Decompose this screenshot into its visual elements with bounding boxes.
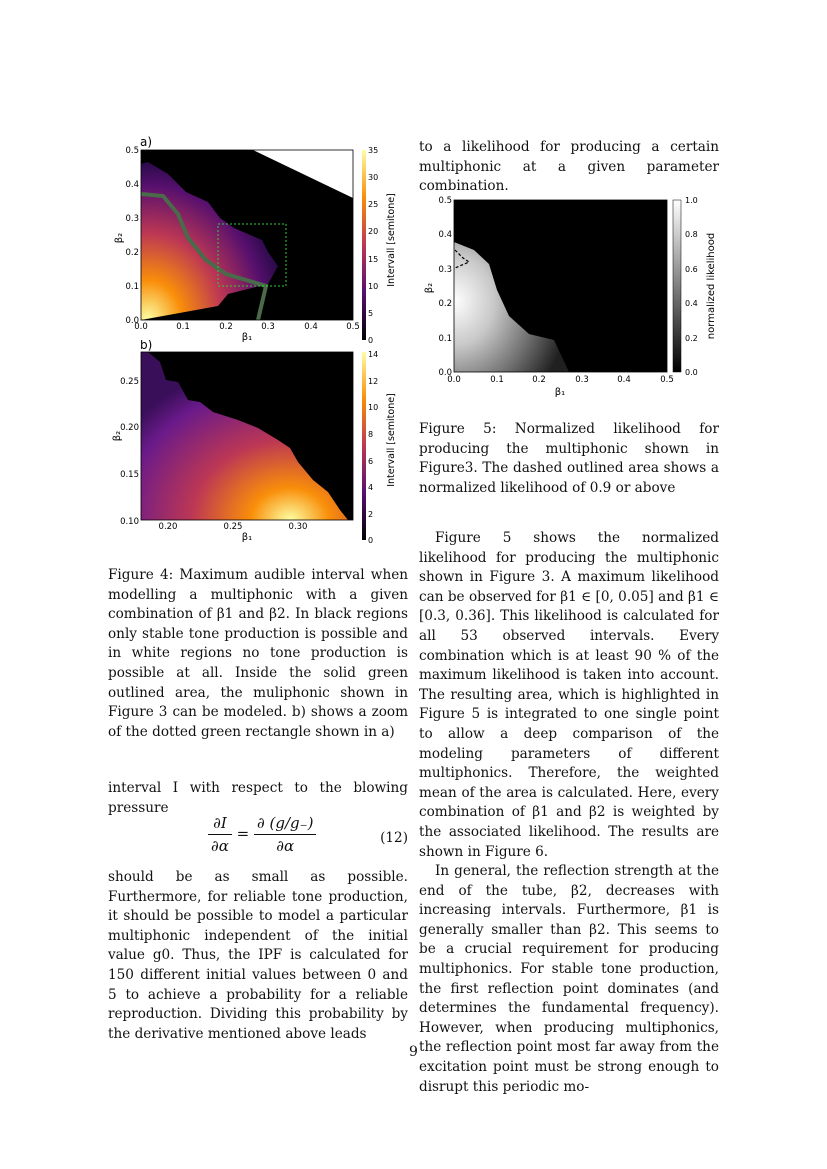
- panel-b-ytick: 0.15: [120, 470, 139, 480]
- panel-a-cbar-label: Intervall [semitone]: [386, 193, 397, 287]
- panel-a-ylabel: β₂: [114, 232, 125, 244]
- panel-b-cbar-label: Intervall [semitone]: [386, 393, 397, 487]
- panel-a-xtick: 0.4: [304, 322, 318, 332]
- panel-b-cbar-tick: 2: [368, 510, 374, 519]
- figure5-plot: [419, 190, 724, 402]
- panel-a-ytick: 0.2: [125, 248, 139, 258]
- panel-a-cbar-tick: 10: [368, 282, 379, 291]
- panel-a-cbar-tick: 25: [368, 200, 379, 209]
- right-column-body: Figure 5 shows the normalized likelihood for producing the multiphonic shown in Figure 3. A maximum likelihood can be observed for β1 ∈ [0, 0.05] and β1 ∈ [0.3, 0.36]. This likelihood is calculated for all 53 observed intervals. Every combination which is at least 90 % of the maximum likelihood is taken into account. The resulting area, which is highlighted in Figure 5 is integrated to one single point to allow a deep comparison of the modeling parameters of different multiphonics. Therefore, the weighted mean of the area is calculated. Here, every combination of β1 and β2 is weighted by the associated likelihood. The results are shown in Figure 6. In general, the reflection strength at the end of the tube, β2, decreases with increasing intervals. Furthermore, β1 is generally smaller than β2. This seems to be a crucial requirement for producing multiphonics. For stable tone production, the first reflection point dominates (and determines the fundamental frequency). However, when producing multiphonics, the reflection point most far away from the excitation point must be strong enough to disrupt this periodic mo-: [419, 530, 719, 1095]
- figure4-panel-b: [108, 340, 408, 545]
- panel-a-cbar-tick: 15: [368, 255, 379, 264]
- fig5-colorbar: [673, 200, 681, 372]
- panel-b-cbar-tick: 10: [368, 403, 379, 412]
- equation-number: (12): [380, 830, 408, 846]
- fig5-ytick: 0.5: [438, 196, 452, 206]
- panel-a-ytick: 0.3: [125, 214, 139, 224]
- fig5-cbar-tick: 0.2: [685, 334, 698, 343]
- panel-b-ytick: 0.20: [120, 423, 139, 433]
- right-column-top: to a likelihood for producing a certain multiphonic at a given parameter combination.: [419, 139, 719, 195]
- panel-a-cbar-tick: 20: [368, 227, 379, 236]
- fig5-cbar-label: normalized likelihood: [706, 232, 717, 340]
- fig5-xtick: 0.3: [575, 375, 589, 385]
- panel-b-xtick: 0.30: [288, 522, 308, 532]
- panel-b-xtick: 0.25: [223, 522, 243, 532]
- figure5-caption: Figure 5: Normalized likelihood for producing the multiphonic shown in Figure3. The dashed outlined area shows a normalized likelihood of 0.9 or above: [419, 421, 719, 496]
- panel-b-ytick: 0.25: [120, 377, 139, 387]
- equation-12: $\frac{\partial I}{\partial\alpha}$ = $\frac{\partial (g/g_-)}{\partial\alpha}$ (12): [108, 812, 408, 864]
- panel-a-ytick: 0.1: [125, 282, 139, 292]
- panel-b-cbar-tick: 14: [368, 350, 379, 359]
- fig5-ytick: 0.3: [438, 265, 452, 275]
- panel-a-ytick: 0.4: [125, 180, 139, 190]
- left-column-text: interval I with respect to the blowing pressure: [108, 780, 408, 816]
- panel-b-xtick: 0.20: [158, 522, 178, 532]
- panel-b-colorbar: [362, 352, 366, 540]
- panel-b-ytick: 0.10: [120, 517, 139, 527]
- panel-b-cbar-tick: 4: [368, 483, 374, 492]
- panel-a-cbar-tick: 5: [368, 309, 374, 318]
- panel-a-xtick: 0.0: [134, 322, 148, 332]
- fig5-xtick: 0.1: [490, 375, 504, 385]
- left-column-text-2: should be as small as possible. Furthermore, for reliable tone production, it should be possible to model a particular multiphonic independent of the initial value g0. Thus, the IPF is calculated for 150 different initial values between 0 and 5 to achieve a probability for a reliable reproduction. Dividing this probability by the derivative mentioned above leads: [108, 869, 408, 1042]
- fig5-ylabel: β₂: [424, 282, 435, 294]
- fig5-cbar-tick: 1.0: [685, 196, 698, 205]
- fig5-xtick: 0.0: [447, 375, 461, 385]
- fig5-ytick: 0.4: [438, 230, 452, 240]
- panel-a-colorbar: [362, 150, 366, 340]
- panel-a-cbar-tick: 30: [368, 173, 379, 182]
- panel-b-cbar-tick: 6: [368, 457, 374, 466]
- panel-b-label: b): [140, 340, 153, 352]
- fig5-cbar-tick: 0.4: [685, 299, 698, 308]
- figure4-caption: Figure 4: Maximum audible interval when modelling a multiphonic with a given combination of β1 and β2. In black regions only stable tone production is possible and in white regions no tone production is possible at all. Inside the solid green outlined area, the muliphonic shown in Figure 3 can be modeled. b) shows a zoom of the dotted green rectangle shown in a): [108, 567, 408, 740]
- fig5-ytick: 0.0: [438, 368, 452, 378]
- page-number: 9: [409, 1044, 418, 1060]
- panel-a-cbar-tick: 35: [368, 146, 379, 155]
- panel-a-xtick: 0.5: [346, 322, 360, 332]
- panel-a-xtick: 0.2: [219, 322, 233, 332]
- fig5-cbar-tick: 0.8: [685, 230, 698, 239]
- panel-a-xlabel: β₁: [241, 332, 253, 343]
- fig5-cbar-tick: 0.0: [685, 368, 698, 377]
- panel-a-cbar-tick: 0: [368, 336, 374, 345]
- panel-b-ylabel: β₂: [112, 430, 123, 442]
- fig5-xtick: 0.4: [617, 375, 631, 385]
- panel-a-xtick: 0.3: [261, 322, 275, 332]
- fig5-xtick: 0.2: [532, 375, 546, 385]
- fig5-xtick: 0.5: [660, 375, 674, 385]
- panel-a-label: a): [140, 135, 153, 149]
- panel-b-cbar-tick: 8: [368, 430, 374, 439]
- panel-b-xlabel: β₁: [241, 532, 253, 543]
- panel-a-xtick: 0.1: [176, 322, 190, 332]
- fig5-xlabel: β₁: [554, 387, 566, 398]
- fig5-cbar-tick: 0.6: [685, 265, 698, 274]
- fig5-ytick: 0.1: [438, 334, 452, 344]
- figure4-panel-a: [108, 134, 408, 346]
- panel-a-ytick: 0.5: [125, 146, 139, 156]
- panel-b-cbar-tick: 12: [368, 377, 379, 386]
- panel-b-cbar-tick: 0: [368, 536, 374, 545]
- panel-a-ytick: 0.0: [125, 316, 139, 326]
- fig5-ytick: 0.2: [438, 299, 452, 309]
